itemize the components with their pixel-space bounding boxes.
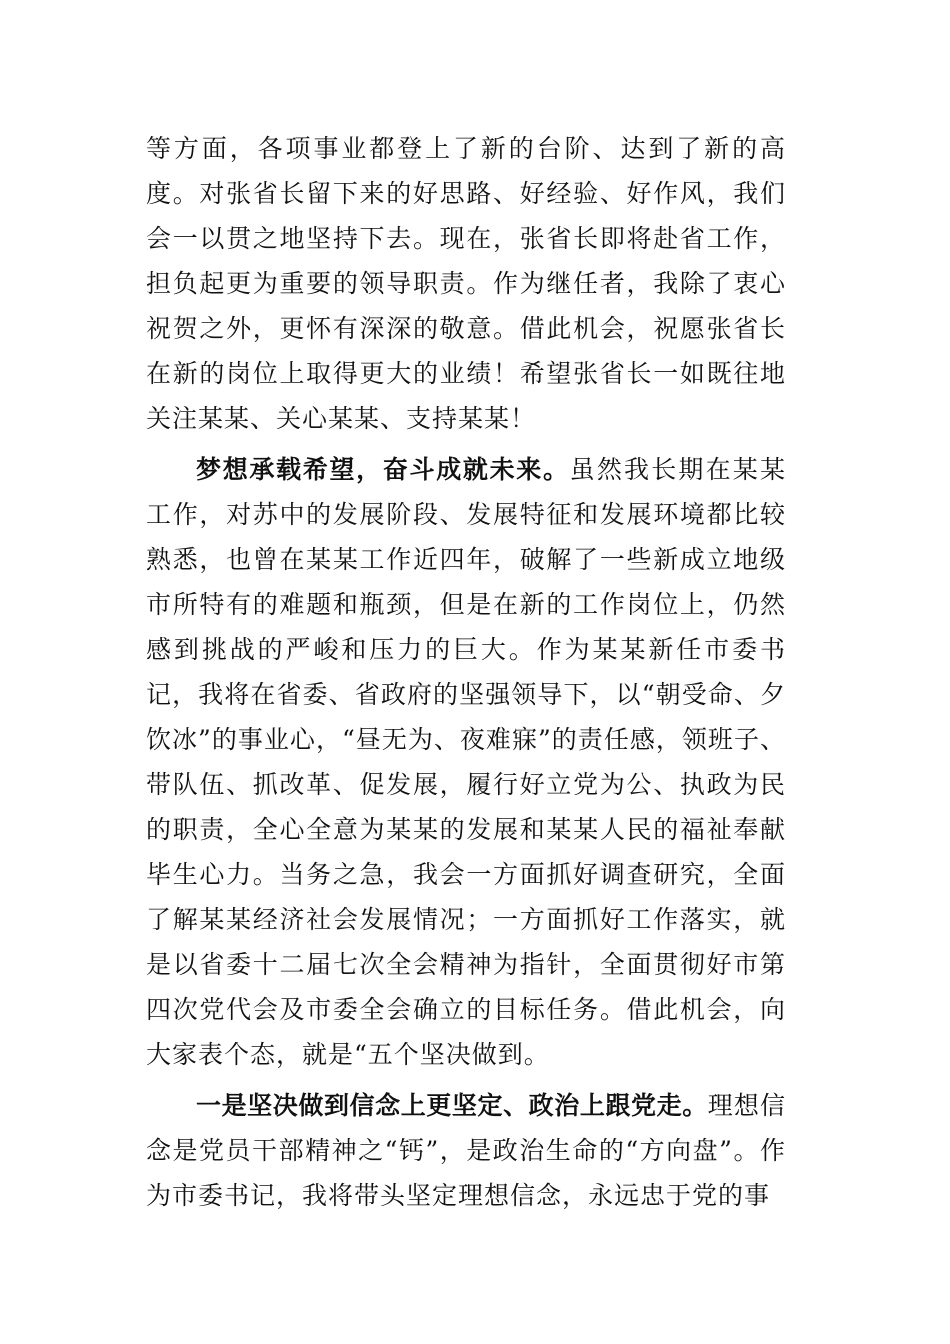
paragraph-2-text: 虽然我长期在某某工作，对苏中的发展阶段、发展特征和发展环境都比较熟悉，也曾在某某工作近四年，破解了一些新成立地级市所特有的难题和瓶颈，但是在新的工作岗位上，仍然感到挑战的严峻和压力的巨大。作为某某新任市委书记，我将在省委、省政府的坚强领导下，以“朝受命、夕饮冰”的事业心，“昼无为、夜难寐”的责任感，领班子、带队伍、抓改革、促发展，履行好立党为公、执政为民的职责，全心全意为某某的发展和某某人民的福祉奉献毕生心力。当务之急，我会一方面抓好调查研究，全面了解某某经济社会发展情况；一方面抓好工作落实，就是以省委十二届七次全会精神为指针，全面贯彻好市第四次党代会及市委全会确立的目标任务。借此机会，向大家表个态，就是“五个坚决做到。 (146, 455, 786, 1069)
paragraph-1-text: 等方面，各项事业都登上了新的台阶、达到了新的高度。对张省长留下来的好思路、好经验、好作风，我们会一以贯之地坚持下去。现在，张省长即将赴省工作，担负起更为重要的领导职责。作为继任者，我除了衷心祝贺之外，更怀有深深的敬意。借此机会，祝愿张省长在新的岗位上取得更大的业绩！希望张省长一如既往地关注某某、关心某某、支持某某！ (146, 134, 786, 433)
paragraph-3 (146, 1083, 786, 1218)
paragraph-2-lead: 梦想承载希望，奋斗成就未来。 (196, 455, 570, 484)
document-body (146, 126, 786, 1218)
paragraph-1 (146, 126, 786, 441)
paragraph-3-text: 理想信念是党员干部精神之“钙”，是政治生命的“方向盘”。作为市委书记，我将带头坚定理想信念，永远忠于党的事 (146, 1091, 786, 1210)
paragraph-3-lead: 一是坚决做到信念上更坚定、政治上跟党走。 (196, 1091, 708, 1120)
paragraph-2 (146, 447, 786, 1077)
